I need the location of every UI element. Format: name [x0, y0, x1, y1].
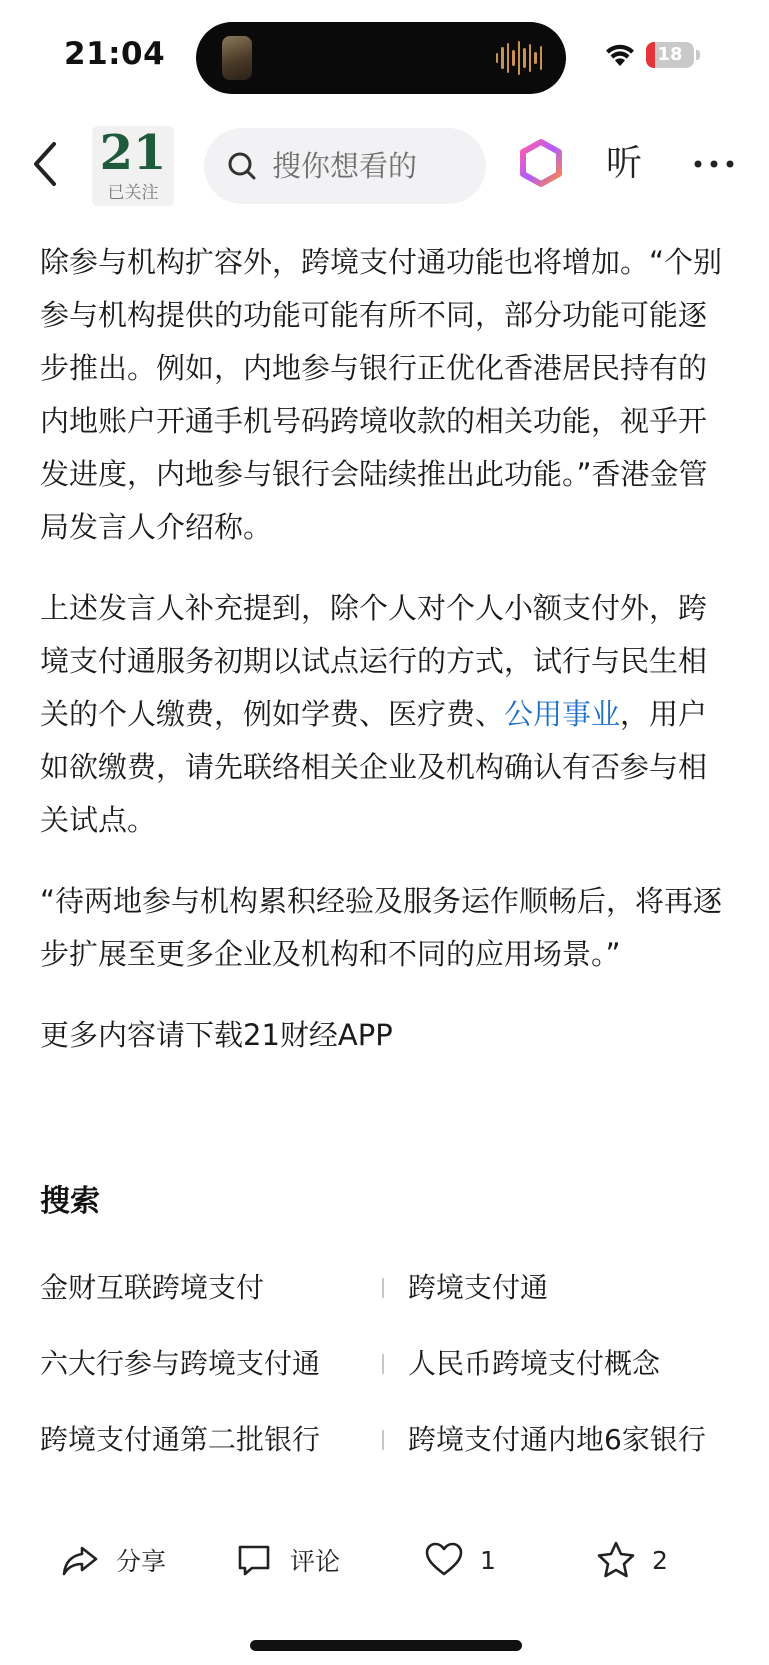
comment-button[interactable] — [234, 1524, 340, 1596]
divider — [382, 1278, 384, 1298]
related-search-list — [40, 1266, 740, 1494]
publisher-logo-text: 21 — [99, 125, 167, 181]
share-label: 分享 — [116, 1547, 167, 1576]
share-button[interactable] — [60, 1524, 166, 1596]
paragraph-text: 上述发言人补充提到，除个人对个人小额支付外，跨境支付通服务初期以试点运行的方式，试行与民生相关的个人缴费，例如学费、医疗费、 — [40, 591, 708, 731]
search-input[interactable] — [204, 128, 486, 204]
battery-level: 18 — [657, 44, 683, 65]
ai-assistant-icon[interactable] — [516, 138, 566, 188]
related-search-heading: 搜索 — [40, 1184, 100, 1219]
now-playing-thumbnail — [222, 36, 252, 80]
status-time: 21:04 — [64, 36, 166, 72]
favorite-count: 2 — [652, 1545, 668, 1575]
wifi-icon — [604, 42, 636, 68]
search-suggestion[interactable]: 六大行参与跨境支付通 — [40, 1347, 321, 1380]
paragraph-text: ，用户如欲缴费，请先联络相关企业及机构确认有否参与相关试点。 — [40, 697, 708, 837]
search-icon — [226, 150, 258, 182]
app-download-promo: 更多内容请下载21财经APP — [40, 1018, 393, 1052]
search-suggestion[interactable]: 跨境支付通 — [408, 1271, 549, 1304]
star-icon — [596, 1540, 636, 1580]
audio-waveform-icon — [496, 40, 542, 76]
comment-label: 评论 — [290, 1547, 341, 1576]
bottom-action-bar — [0, 1524, 769, 1596]
search-row — [40, 1418, 740, 1494]
like-button[interactable] — [424, 1524, 496, 1596]
status-bar — [0, 0, 769, 112]
more-icon[interactable] — [690, 142, 738, 186]
publisher-logo[interactable] — [92, 126, 174, 206]
search-suggestion[interactable]: 跨境支付通第二批银行 — [40, 1423, 321, 1456]
home-indicator[interactable] — [250, 1640, 522, 1651]
search-row — [40, 1266, 740, 1342]
divider — [382, 1430, 384, 1450]
comment-icon — [234, 1540, 274, 1580]
search-placeholder: 搜你想看的 — [272, 149, 418, 183]
search-suggestion[interactable]: 金财互联跨境支付 — [40, 1271, 265, 1304]
article-body — [40, 236, 730, 1062]
search-suggestion[interactable]: 跨境支付通内地6家银行 — [408, 1423, 706, 1456]
keyword-link[interactable]: 公用事业 — [504, 697, 621, 731]
dynamic-island[interactable] — [196, 22, 566, 94]
search-suggestion[interactable]: 人民币跨境支付概念 — [408, 1347, 661, 1380]
like-count: 1 — [480, 1545, 496, 1575]
battery-icon — [646, 42, 700, 68]
heart-icon — [424, 1540, 464, 1580]
favorite-button[interactable] — [596, 1524, 668, 1596]
article-paragraph: 除参与机构扩容外，跨境支付通功能也将增加。“个别参与机构提供的功能可能有所不同，部分功能可能逐步推出。例如，内地参与银行正优化香港居民持有的内地账户开通手机号码跨境收款的相关功能，视乎开发进度，内地参与银行会陆续推出此功能。”香港金管局发言人介绍称。 — [40, 245, 723, 544]
follow-status: 已关注 — [107, 183, 159, 203]
divider — [382, 1354, 384, 1374]
article-paragraph: “待两地参与机构累积经验及服务运作顺畅后，将再逐步扩展至更多企业及机构和不同的应用场景。” — [40, 884, 723, 971]
share-icon — [60, 1540, 100, 1580]
related-search-section — [40, 1180, 740, 1456]
listen-button[interactable]: 听 — [606, 143, 643, 184]
top-nav-bar — [0, 116, 769, 212]
search-row — [40, 1342, 740, 1418]
article-paragraph — [40, 582, 730, 847]
chevron-left-icon[interactable] — [28, 138, 64, 190]
